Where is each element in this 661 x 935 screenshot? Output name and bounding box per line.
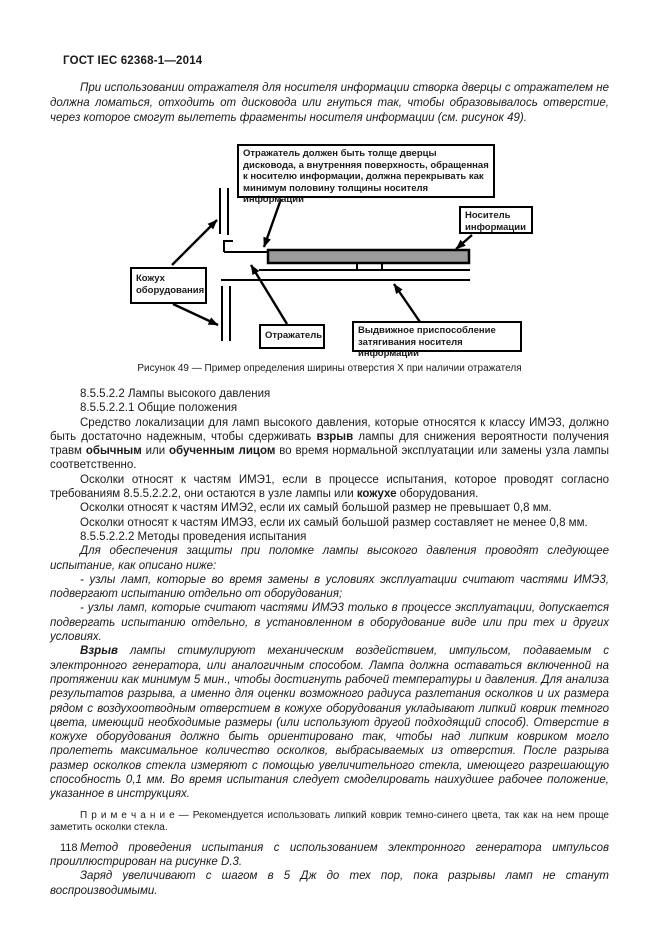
figure-caption: Рисунок 49 — Пример определения ширины отверстия Х при наличии отражателя: [137, 363, 522, 374]
paragraph: Осколки относят к частям ИМЭ1, если в процессе испытания, которое проводят согласно требованиям 8.5.5.2.2.2, они остаются в узле лампы или кожухе оборудования.: [50, 473, 609, 501]
leader-reflector: [251, 265, 287, 324]
leader-enclosure-lower: [173, 304, 218, 325]
media-bar: [268, 250, 469, 263]
heading-8-5-5-2-2-2: 8.5.5.2.2.2 Методы проведения испытания: [80, 530, 307, 543]
paragraph: Метод проведения испытания с использованием электронного генератора импульсов проиллюстрирован на рисунке D.3.: [50, 841, 609, 868]
leader-enclosure-upper: [172, 220, 217, 265]
document-code: ГОСТ IEC 62368-1—2014: [63, 55, 203, 67]
label-reflector: Отражатель: [259, 324, 325, 349]
leader-reflector-note: [264, 199, 281, 247]
heading-8-5-5-2-2: 8.5.5.2.2 Лампы высокого давления: [80, 388, 271, 400]
list-item: - узлы ламп, которые считают частями ИМЭ3 только в процессе эксплуатации, допускается подвергать испытанию отдельно, в установленном в оборудование виде или при тех и других условиях.: [50, 602, 609, 644]
label-media: Носитель информации: [459, 206, 533, 234]
intro-paragraph: При использовании отражателя для носителя информации створка дверцы с отражателем не должна ломаться, отходить от дисковода или гнуться так, чтобы образовывалось отверстие, через которое смогут вылететь фрагменты носителя информации (см. рисунок 49).: [50, 82, 609, 124]
heading-8-5-5-2-2-1: 8.5.5.2.2.1 Общие положения: [80, 402, 238, 415]
label-enclosure: Кожух оборудования: [130, 267, 207, 304]
paragraph: Для обеспечения защиты при поломке лампы высокого давления проводят следующее испытание, как описано ниже:: [50, 545, 609, 572]
leader-tray: [394, 284, 420, 322]
enclosure-wall-upper: [220, 188, 228, 235]
label-tray: Выдвижное приспособление затягивания носителя информации: [352, 321, 522, 352]
paragraph: Осколки относят к частям ИМЭ3, если их самый большой размер составляет не менее 0,8 мм.: [80, 516, 588, 529]
list-item: - узлы ламп, которые во время замены в условиях эксплуатации считают частями ИМЭ3, подвергают испытанию отдельно от оборудования;: [50, 573, 609, 601]
leader-media: [456, 235, 472, 249]
page-number: 118: [60, 842, 78, 854]
enclosure-wall-lower: [222, 286, 230, 341]
paragraph: Осколки относят к частям ИМЭ2, если их самый большой размер не превышает 0,8 мм.: [80, 502, 552, 515]
paragraph: Заряд увеличивают с шагом в 5 Дж до тех пор, пока разрывы ламп не станут воспроизводимыми.: [50, 870, 609, 897]
paragraph: Средство локализации для ламп высокого давления, которые относятся к классу ИМЭ3, должно быть достаточно надежным, чтобы сдерживать взрыв лампы для снижения вероятности получения травм обычным или обученным лицом во время нормальной эксплуатации или замены узла лампы соответственно.: [50, 416, 610, 472]
label-reflector-requirement: Отражатель должен быть толще дверцы дисковода, а внутренняя поверхность, обращенная к носителю информации, должна перекрывать как минимум половину толщины носителя информации: [237, 144, 495, 198]
paragraph: Взрыв лампы стимулируют механическим воздействием, импульсом, подаваемым с электронного генератора, или аналогичным способом. Лампа должна оставаться включенной на протяжении как минимум 5 мин., чтобы достигнуть рабочей температуры и давления. Для анализа результатов разрыва, а именно для оценки возможного радиуса разлетания осколков и их размера рядом с воздухоотводным отверстием в кожухе оборудования укладывают липкий коврик темного цвета, имеющий необходимые размеры (или используют другой подходящий способ). Отверстие в кожухе оборудования должно быть ориентировано так, чтобы над липким ковриком могло пролететь максимальное количество осколков, выбрасываемых из отверстия. После разрыва размер осколков стекла измеряют с помощью увеличительного стекла, имеющего разрешающую способность 0,1 мм. Во время испытания следует смоделировать наихудшее рабочее положение, указанное в инструкциях.: [50, 645, 609, 801]
note-paragraph: П р и м е ч а н и е — Рекомендуется использовать липкий коврик темно-синего цвета, так как на нем проще заметить осколки стекла.: [50, 809, 609, 833]
figure-49: [0, 144, 661, 360]
reflector-shape: [224, 241, 268, 252]
